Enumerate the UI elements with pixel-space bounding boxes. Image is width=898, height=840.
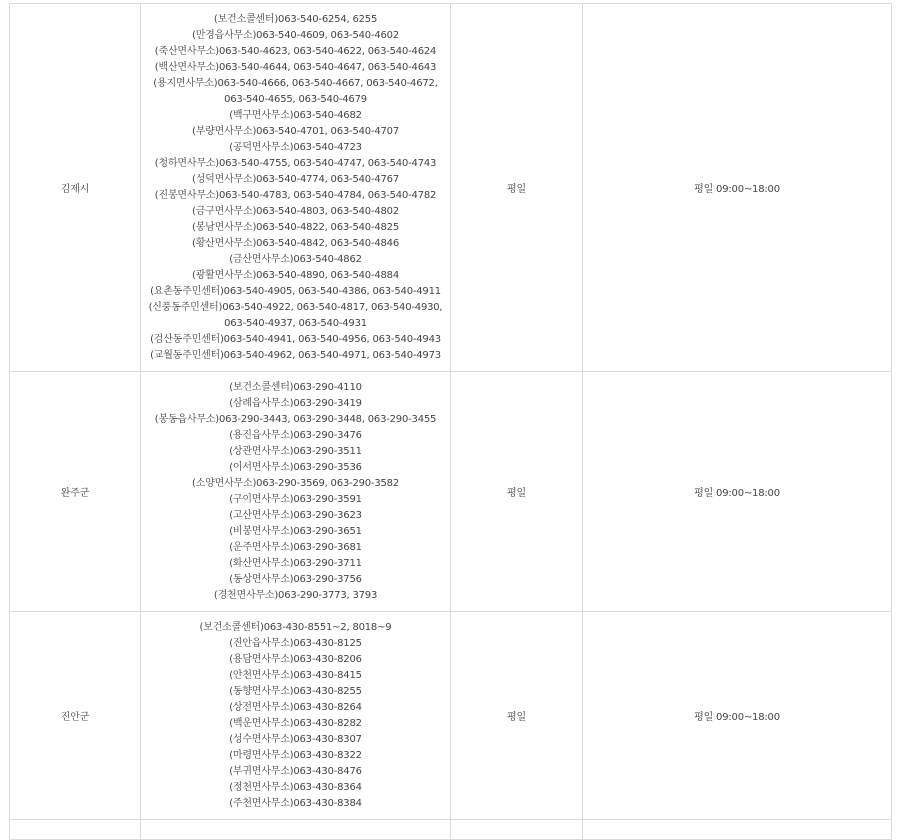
table-row xyxy=(10,4,892,372)
contact-line: (죽산면사무소)063-540-4623, 063-540-4622, 063-540-4624 xyxy=(154,46,437,57)
contact-line: (백산면사무소)063-540-4644, 063-540-4647, 063-540-4643 xyxy=(154,62,437,73)
contact-line: (소양면사무소)063-290-3569, 063-290-3582 xyxy=(192,478,399,489)
contact-line: (성덕면사무소)063-540-4774, 063-540-4767 xyxy=(192,174,399,185)
contact-line: (검산동주민센터)063-540-4941, 063-540-4956, 063-540-4943 xyxy=(150,334,441,345)
contact-line: (용지면사무소)063-540-4666, 063-540-4667, 063-540-4672, 063-540-4655, 063-540-4679 xyxy=(153,78,438,105)
hours-cell: 평일 09:00~18:00 xyxy=(583,4,892,372)
contact-line: (금구면사무소)063-540-4803, 063-540-4802 xyxy=(192,206,399,217)
contact-line: (용담면사무소)063-430-8206 xyxy=(229,654,362,665)
contact-line: (진봉면사무소)063-540-4783, 063-540-4784, 063-540-4782 xyxy=(154,190,437,201)
contact-line: (금산면사무소)063-540-4862 xyxy=(229,254,362,265)
contact-line: (황산면사무소)063-540-4842, 063-540-4846 xyxy=(192,238,399,249)
contact-line: (신풍동주민센터)063-540-4922, 063-540-4817, 063-540-4930, 063-540-4937, 063-540-4931 xyxy=(148,302,443,329)
contact-line: (봉남면사무소)063-540-4822, 063-540-4825 xyxy=(192,222,399,233)
contact-line: (진안읍사무소)063-430-8125 xyxy=(229,638,362,649)
contact-line: (동향면사무소)063-430-8255 xyxy=(229,686,362,697)
contact-line: (고산면사무소)063-290-3623 xyxy=(229,510,362,521)
contact-line: (마령면사무소)063-430-8322 xyxy=(229,750,362,761)
day-cell: 평일 xyxy=(451,4,583,372)
table-row xyxy=(10,612,892,820)
table-row-partial xyxy=(10,820,892,840)
contact-line: (안천면사무소)063-430-8415 xyxy=(229,670,362,681)
contact-line: (백구면사무소)063-540-4682 xyxy=(229,110,362,121)
contacts-cell xyxy=(141,372,451,612)
contact-line: (구이면사무소)063-290-3591 xyxy=(229,494,362,505)
hours-cell: 평일 09:00~18:00 xyxy=(583,612,892,820)
contact-line: (보건소콜센터)063-290-4110 xyxy=(229,382,362,393)
contact-line: (운주면사무소)063-290-3681 xyxy=(229,542,362,553)
contact-line: (보건소콜센터)063-540-6254, 6255 xyxy=(213,14,378,25)
contact-line: (비봉면사무소)063-290-3651 xyxy=(229,526,362,537)
contact-line: (용진읍사무소)063-290-3476 xyxy=(229,430,362,441)
contacts-cell xyxy=(141,612,451,820)
contact-line: (상관면사무소)063-290-3511 xyxy=(229,446,362,457)
contact-line: (청하면사무소)063-540-4755, 063-540-4747, 063-540-4743 xyxy=(154,158,437,169)
contact-line: (백운면사무소)063-430-8282 xyxy=(229,718,362,729)
contact-line: (주천면사무소)063-430-8384 xyxy=(229,798,362,809)
table-body xyxy=(10,4,892,840)
contact-line: (이서면사무소)063-290-3536 xyxy=(229,462,362,473)
region-cell: 김제시 xyxy=(10,4,141,372)
day-cell: 평일 xyxy=(451,372,583,612)
contact-line: (동상면사무소)063-290-3756 xyxy=(229,574,362,585)
contact-line: (광활면사무소)063-540-4890, 063-540-4884 xyxy=(192,270,399,281)
contact-line: (교월동주민센터)063-540-4962, 063-540-4971, 063-540-4973 xyxy=(150,350,441,361)
contact-line: (부귀면사무소)063-430-8476 xyxy=(229,766,362,777)
contact-line: (보건소콜센터)063-430-8551~2, 8018~9 xyxy=(199,622,392,633)
contacts-cell xyxy=(141,4,451,372)
contact-line: (삼례읍사무소)063-290-3419 xyxy=(229,398,362,409)
region-cell: 진안군 xyxy=(10,612,141,820)
contact-line: (요촌동주민센터)063-540-4905, 063-540-4386, 063-540-4911 xyxy=(150,286,441,297)
region-cell: 완주군 xyxy=(10,372,141,612)
contact-info-table xyxy=(9,3,892,840)
contact-line: (경천면사무소)063-290-3773, 3793 xyxy=(213,590,378,601)
contact-line: (화산면사무소)063-290-3711 xyxy=(229,558,362,569)
contact-line: (정천면사무소)063-430-8364 xyxy=(229,782,362,793)
contact-line: (공덕면사무소)063-540-4723 xyxy=(229,142,362,153)
table-row xyxy=(10,372,892,612)
day-cell: 평일 xyxy=(451,612,583,820)
hours-cell: 평일 09:00~18:00 xyxy=(583,372,892,612)
contact-line: (만경읍사무소)063-540-4609, 063-540-4602 xyxy=(192,30,399,41)
contact-line: (성수면사무소)063-430-8307 xyxy=(229,734,362,745)
contact-line: (부량면사무소)063-540-4701, 063-540-4707 xyxy=(192,126,399,137)
contact-line: (봉동읍사무소)063-290-3443, 063-290-3448, 063-290-3455 xyxy=(154,414,437,425)
contact-line: (상전면사무소)063-430-8264 xyxy=(229,702,362,713)
